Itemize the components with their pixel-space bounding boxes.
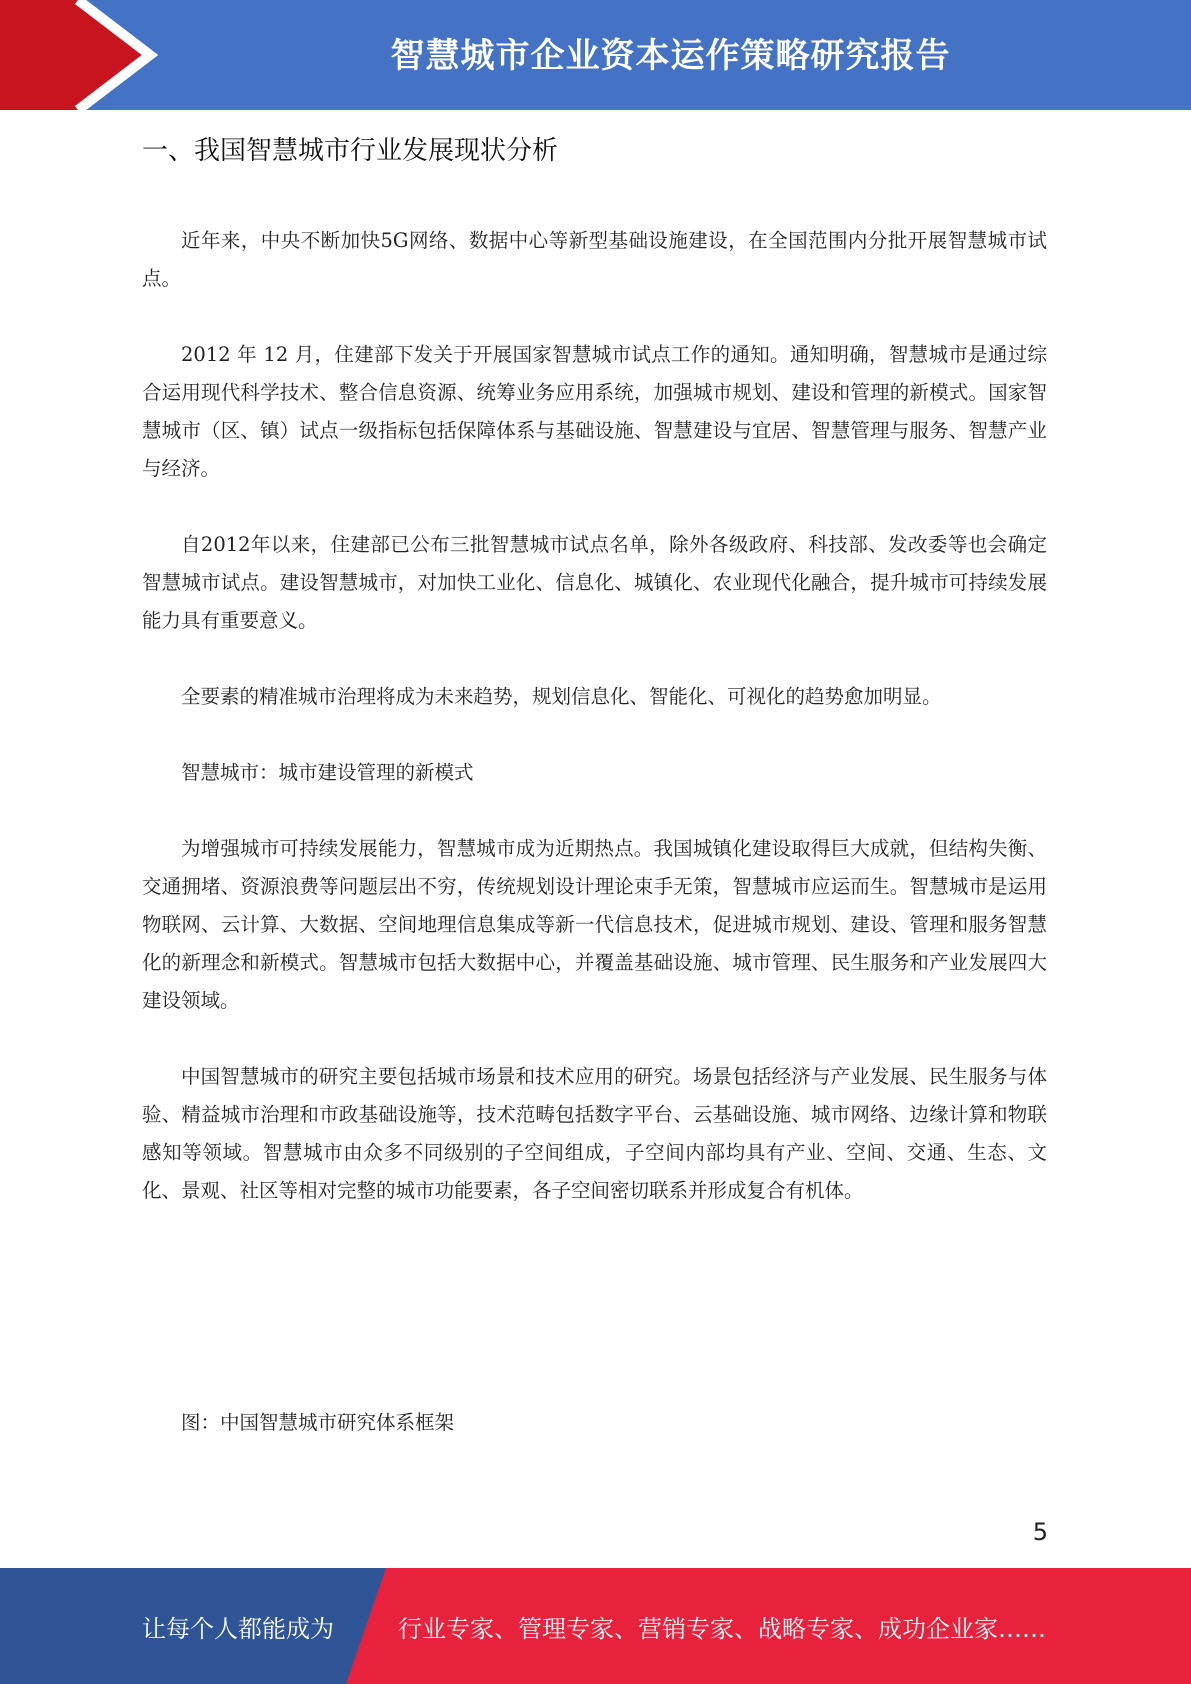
paragraph-new-infrastructure: 近年来，中央不断加快5G网络、数据中心等新型基础设施建设，在全国范围内分批开展智慧城市试点。 [142,229,1047,290]
paragraph-pilot-notice: 2012 年 12 月，住建部下发关于开展国家智慧城市试点工作的通知。通知明确，智慧城市是通过综合运用现代科学技术、整合信息资源、统筹业务应用系统，加强城市规划、建设和管理的新模式。国家智慧城市（区、镇）试点一级指标包括保障体系与基础设施、智慧建设与宜居、智慧管理与服务、智慧产业与经济。 [142,343,1047,480]
body-content [142,222,1047,1248]
header-banner [0,0,1191,110]
paragraph-governance-trend: 全要素的精准城市治理将成为未来趋势，规划信息化、智能化、可视化的趋势愈加明显。 [181,685,942,708]
footer-slogan-right: 行业专家、管理专家、营销专家、战略专家、成功企业家…… [398,1614,1046,1643]
paragraph-smart-city-definition: 为增强城市可持续发展能力，智慧城市成为近期热点。我国城镇化建设取得巨大成就，但结构失衡、交通拥堵、资源浪费等问题层出不穷，传统规划设计理论束手无策，智慧城市应运而生。智慧城市是运用物联网、云计算、大数据、空间地理信息集成等新一代信息技术，促进城市规划、建设、管理和服务智慧化的新理念和新模式。智慧城市包括大数据中心，并覆盖基础设施、城市管理、民生服务和产业发展四大建设领域。 [142,837,1047,1012]
footer-slogan-left: 让每个人都能成为 [142,1614,334,1643]
paragraph-pilot-lists: 自2012年以来，住建部已公布三批智慧城市试点名单，除外各级政府、科技部、发改委等也会确定智慧城市试点。建设智慧城市，对加快工业化、信息化、城镇化、农业现代化融合，提升城市可持续发展能力具有重要意义。 [142,533,1047,632]
paragraph-subheading: 智慧城市：城市建设管理的新模式 [181,761,474,784]
figure-caption: 图：中国智慧城市研究体系框架 [181,1411,455,1434]
report-title: 智慧城市企业资本运作策略研究报告 [390,36,951,76]
page-number: 5 [1032,1518,1048,1546]
section-heading: 一、我国智慧城市行业发展现状分析 [142,136,559,166]
paragraph-research-scope: 中国智慧城市的研究主要包括城市场景和技术应用的研究。场景包括经济与产业发展、民生服务与体验、精益城市治理和市政基础设施等，技术范畴包括数字平台、云基础设施、城市网络、边缘计算和物联感知等领域。智慧城市由众多不同级别的子空间组成，子空间内部均具有产业、空间、交通、生态、文化、景观、社区等相对完整的城市功能要素，各子空间密切联系并形成复合有机体。 [142,1065,1047,1202]
footer-banner [0,1568,1191,1684]
